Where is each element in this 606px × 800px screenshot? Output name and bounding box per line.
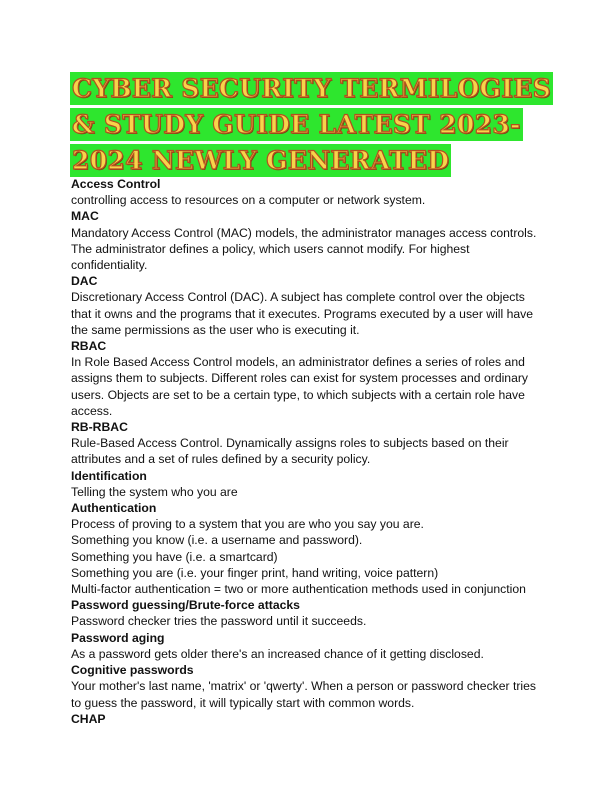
- definition-line: Something you know (i.e. a username and password).: [71, 533, 363, 548]
- definition-line: the same permissions as the user who is executing it.: [71, 322, 360, 337]
- definition-line: that it owns and the programs that it executes. Programs executed by a user will have: [71, 306, 534, 321]
- definition-line: access.: [71, 403, 113, 418]
- definition-line: controlling access to resources on a computer or network system.: [71, 193, 426, 208]
- entry-rb-rbac: [71, 419, 541, 468]
- term-heading: Cognitive passwords: [71, 663, 194, 678]
- entry-chap: [71, 711, 541, 727]
- definition-line: In Role Based Access Control models, an administrator defines a series of roles and: [71, 355, 525, 370]
- definition-line: to guess the password, it will typically start with common words.: [71, 695, 415, 710]
- entry-identification: [71, 468, 541, 500]
- entry-mac: [71, 208, 541, 273]
- term-heading: RBAC: [71, 339, 107, 354]
- definition-line: Rule-Based Access Control. Dynamically assigns roles to subjects based on their: [71, 436, 509, 451]
- definition-line: Something you have (i.e. a smartcard): [71, 549, 278, 564]
- entry-dac: [71, 273, 541, 338]
- term-heading: MAC: [71, 209, 99, 224]
- term-heading: Access Control: [71, 177, 161, 191]
- term-heading: RB-RBAC: [71, 420, 128, 435]
- document-title: [70, 72, 551, 180]
- term-heading: Password guessing/Brute-force attacks: [71, 598, 300, 613]
- entry-cognitive-passwords: [71, 662, 541, 711]
- term-heading: Password aging: [71, 630, 165, 645]
- definition-line: Discretionary Access Control (DAC). A subject has complete control over the objects: [71, 290, 525, 305]
- definition-line: assigns them to subjects. Different roles can exist for system processes and ordinary: [71, 371, 529, 386]
- term-heading: Identification: [71, 468, 147, 483]
- term-heading: DAC: [71, 274, 98, 289]
- definition-line: As a password gets older there's an increased chance of it getting disclosed.: [71, 646, 484, 661]
- entry-password-guessing: [71, 597, 541, 629]
- entry-password-aging: [71, 630, 541, 662]
- entry-rbac: [71, 338, 541, 419]
- definition-line: Multi-factor authentication = two or more authentication methods used in conjunction: [71, 582, 526, 597]
- term-heading: CHAP: [71, 711, 106, 726]
- definition-line: Mandatory Access Control (MAC) models, the administrator manages access controls.: [71, 225, 537, 240]
- definition-line: The administrator defines a policy, which users cannot modify. For highest: [71, 241, 470, 256]
- title-line-2: & STUDY GUIDE LATEST 2023-: [72, 110, 521, 139]
- term-heading: Authentication: [71, 501, 157, 516]
- definition-line: Your mother's last name, 'matrix' or 'qwerty'. When a person or password checker tries: [71, 679, 537, 694]
- definition-line: Something you are (i.e. your finger print, hand writing, voice pattern): [71, 565, 439, 580]
- definition-line: attributes and a set of rules defined by a security policy.: [71, 452, 371, 467]
- glossary-content: [71, 176, 541, 727]
- entry-authentication: [71, 500, 541, 597]
- definition-line: Password checker tries the password until it succeeds.: [71, 614, 367, 629]
- definition-line: Process of proving to a system that you are who you say you are.: [71, 517, 424, 532]
- definition-line: Telling the system who you are: [71, 484, 238, 499]
- title-line-3: 2024 NEWLY GENERATED: [72, 146, 450, 175]
- definition-line: confidentiality.: [71, 258, 148, 273]
- title-line-1: CYBER SECURITY TERMILOGIES: [72, 74, 551, 103]
- entry-access-control: [71, 176, 541, 208]
- definition-line: users. Objects are set to be a certain type, to which subjects with a certain role have: [71, 387, 525, 402]
